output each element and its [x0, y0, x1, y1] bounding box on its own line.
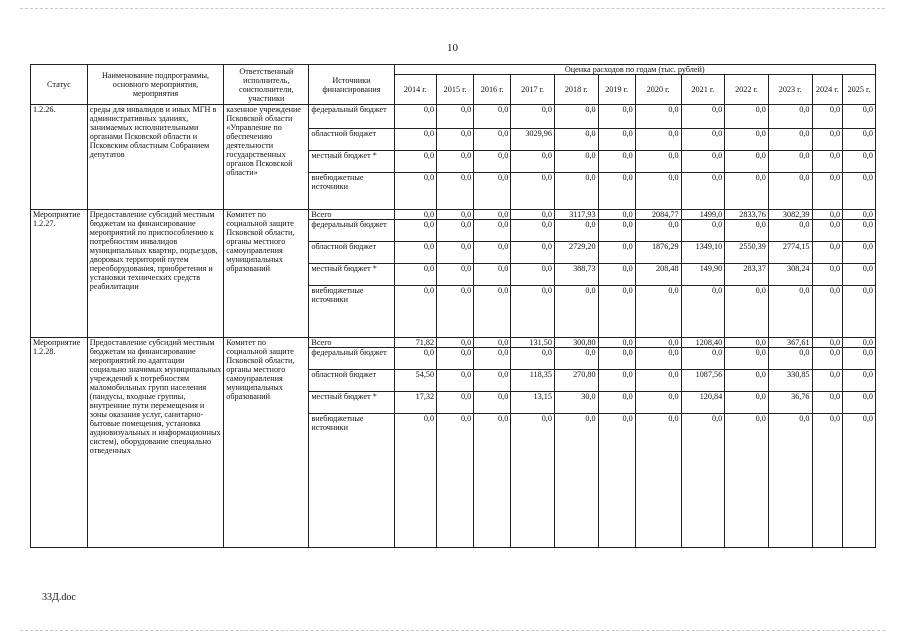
row-value: 0,0 — [474, 338, 511, 348]
row-value: 0,0 — [843, 370, 876, 392]
row-value: 0,0 — [725, 348, 769, 370]
row-value: 0,0 — [725, 151, 769, 173]
row-value: 367,61 — [768, 338, 812, 348]
header-year: 2019 г. — [598, 75, 635, 105]
row-value: 0,0 — [598, 220, 635, 242]
row-value: 0,0 — [474, 105, 511, 129]
row-value: 0,0 — [394, 129, 437, 151]
row-name: Предоставление субсидий местным бюджетам на финансирование мероприятий по приспособлению к потребностям инвалидов муниципальных квартир, подъездов, дворовых территорий путем переоборудования, приобретения и установки технических средств реабилитации — [87, 210, 223, 338]
row-value: 0,0 — [843, 242, 876, 264]
row-value: 0,0 — [635, 129, 681, 151]
row-value: 0,0 — [437, 173, 474, 210]
row-value: 0,0 — [725, 173, 769, 210]
row-value: 13,15 — [511, 392, 555, 414]
row-value: 0,0 — [635, 414, 681, 548]
row-value: 3082,39 — [768, 210, 812, 220]
row-value: 0,0 — [635, 173, 681, 210]
row-funding-source: областной бюджет — [309, 129, 394, 151]
row-value: 0,0 — [768, 151, 812, 173]
row-value: 0,0 — [474, 264, 511, 286]
row-value: 0,0 — [843, 151, 876, 173]
row-value: 0,0 — [598, 151, 635, 173]
row-value: 0,0 — [635, 105, 681, 129]
row-value: 2084,77 — [635, 210, 681, 220]
row-value: 0,0 — [598, 105, 635, 129]
row-value: 0,0 — [681, 129, 725, 151]
row-value: 0,0 — [812, 338, 843, 348]
row-value: 0,0 — [635, 151, 681, 173]
row-value: 0,0 — [554, 105, 598, 129]
row-value: 0,0 — [437, 370, 474, 392]
row-value: 0,0 — [635, 286, 681, 338]
row-executor: Комитет по социальной защите Псковской области, органы местного самоуправления муниципальных образований — [224, 338, 309, 548]
row-value: 0,0 — [437, 338, 474, 348]
row-value: 0,0 — [812, 286, 843, 338]
row-value: 0,0 — [812, 242, 843, 264]
header-estimate: Оценка расходов по годам (тыс. рублей) — [394, 65, 876, 75]
row-value: 0,0 — [474, 151, 511, 173]
row-value: 0,0 — [437, 220, 474, 242]
row-value: 0,0 — [725, 286, 769, 338]
row-value: 0,0 — [437, 151, 474, 173]
row-value: 2774,15 — [768, 242, 812, 264]
row-value: 0,0 — [394, 210, 437, 220]
row-value: 0,0 — [812, 151, 843, 173]
row-value: 0,0 — [437, 348, 474, 370]
row-value: 0,0 — [598, 210, 635, 220]
row-value: 0,0 — [812, 105, 843, 129]
row-value: 2550,39 — [725, 242, 769, 264]
row-value: 0,0 — [635, 220, 681, 242]
row-value: 0,0 — [681, 151, 725, 173]
row-value: 0,0 — [474, 392, 511, 414]
row-value: 0,0 — [843, 348, 876, 370]
row-value: 0,0 — [843, 210, 876, 220]
row-value: 0,0 — [725, 129, 769, 151]
header-source: Источники финансирования — [309, 65, 394, 105]
row-value: 0,0 — [474, 129, 511, 151]
scan-edge-top — [20, 8, 885, 9]
row-value: 0,0 — [681, 286, 725, 338]
row-funding-source: местный бюджет * — [309, 264, 394, 286]
row-executor: казенное учреждение Псковской области «Управление по обеспечению деятельности государственных органов Псковской области» — [224, 105, 309, 210]
row-value: 0,0 — [394, 414, 437, 548]
header-name: Наименование подпрограммы, основного мероприятия, мероприятия — [87, 65, 223, 105]
row-value: 0,0 — [768, 414, 812, 548]
row-value: 71,82 — [394, 338, 437, 348]
header-year: 2021 г. — [681, 75, 725, 105]
row-value: 1876,29 — [635, 242, 681, 264]
row-value: 0,0 — [394, 151, 437, 173]
row-funding-source: Всего — [309, 210, 394, 220]
row-value: 0,0 — [812, 392, 843, 414]
row-value: 0,0 — [843, 286, 876, 338]
row-value: 0,0 — [812, 210, 843, 220]
row-name: среды для инвалидов и иных МГН в административных зданиях, занимаемых исполнительными органами Псковской области и Псковским областным Собранием депутатов — [87, 105, 223, 210]
row-funding-source: местный бюджет * — [309, 392, 394, 414]
table-row — [31, 338, 876, 348]
row-value: 0,0 — [511, 414, 555, 548]
row-value: 208,48 — [635, 264, 681, 286]
row-value: 0,0 — [437, 392, 474, 414]
table-row — [31, 210, 876, 220]
header-year: 2020 г. — [635, 75, 681, 105]
row-value: 1087,56 — [681, 370, 725, 392]
row-value: 0,0 — [598, 348, 635, 370]
row-value: 308,24 — [768, 264, 812, 286]
header-year: 2025 г. — [843, 75, 876, 105]
row-funding-source: местный бюджет * — [309, 151, 394, 173]
row-value: 0,0 — [635, 338, 681, 348]
header-year: 2022 г. — [725, 75, 769, 105]
row-value: 0,0 — [394, 286, 437, 338]
row-funding-source: внебюджетные источники — [309, 286, 394, 338]
header-year: 2015 г. — [437, 75, 474, 105]
row-value: 0,0 — [768, 286, 812, 338]
row-value: 0,0 — [598, 414, 635, 548]
row-value: 30,0 — [554, 392, 598, 414]
row-value: 0,0 — [511, 173, 555, 210]
row-value: 0,0 — [474, 173, 511, 210]
row-value: 0,0 — [437, 414, 474, 548]
header-year: 2023 г. — [768, 75, 812, 105]
row-value: 0,0 — [812, 414, 843, 548]
table-row — [31, 105, 876, 129]
footer-filename: 33Д.doc — [42, 592, 76, 603]
row-value: 0,0 — [768, 220, 812, 242]
row-value: 0,0 — [474, 370, 511, 392]
row-value: 0,0 — [511, 151, 555, 173]
header-year: 2014 г. — [394, 75, 437, 105]
row-value: 17,32 — [394, 392, 437, 414]
row-funding-source: федеральный бюджет — [309, 105, 394, 129]
row-value: 0,0 — [394, 220, 437, 242]
row-value: 0,0 — [725, 338, 769, 348]
row-value: 0,0 — [437, 242, 474, 264]
row-value: 118,35 — [511, 370, 555, 392]
row-executor: Комитет по социальной защите Псковской области, органы местного самоуправления муниципальных образований — [224, 210, 309, 338]
row-funding-source: внебюджетные источники — [309, 414, 394, 548]
row-value: 0,0 — [635, 392, 681, 414]
row-value: 0,0 — [681, 414, 725, 548]
row-value: 0,0 — [554, 151, 598, 173]
row-value: 0,0 — [511, 105, 555, 129]
row-value: 0,0 — [812, 264, 843, 286]
row-value: 0,0 — [474, 348, 511, 370]
row-value: 0,0 — [554, 348, 598, 370]
row-value: 0,0 — [394, 173, 437, 210]
header-year: 2018 г. — [554, 75, 598, 105]
row-value: 270,80 — [554, 370, 598, 392]
row-value: 0,0 — [394, 242, 437, 264]
row-value: 36,76 — [768, 392, 812, 414]
row-value: 0,0 — [725, 414, 769, 548]
row-value: 0,0 — [598, 370, 635, 392]
row-value: 0,0 — [812, 129, 843, 151]
row-value: 0,0 — [843, 220, 876, 242]
row-status: Мероприятие 1.2.28. — [31, 338, 88, 548]
row-value: 0,0 — [635, 348, 681, 370]
row-value: 0,0 — [768, 173, 812, 210]
row-status: 1.2.26. — [31, 105, 88, 210]
row-value: 0,0 — [812, 173, 843, 210]
row-value: 0,0 — [725, 392, 769, 414]
row-value: 0,0 — [437, 129, 474, 151]
row-value: 0,0 — [474, 242, 511, 264]
row-value: 0,0 — [554, 129, 598, 151]
row-value: 0,0 — [474, 414, 511, 548]
row-value: 1349,10 — [681, 242, 725, 264]
row-value: 0,0 — [812, 348, 843, 370]
row-value: 0,0 — [554, 220, 598, 242]
header-year: 2024 г. — [812, 75, 843, 105]
row-value: 0,0 — [437, 210, 474, 220]
row-value: 0,0 — [681, 173, 725, 210]
row-value: 0,0 — [843, 105, 876, 129]
row-name: Предоставление субсидий местным бюджетам на финансирование мероприятий по адаптации социально значимых муниципальных учреждений к потребностям маломобильных групп населения (пандусы, входные группы, внутренние пути перемещения и зоны оказания услуг, санитарно-бытовые помещения, установка аудиовизуальных и информационных систем), оборудование специально отведенных — [87, 338, 223, 548]
row-value: 2729,20 — [554, 242, 598, 264]
expenditure-table — [30, 64, 876, 548]
row-value: 0,0 — [725, 370, 769, 392]
row-value: 0,0 — [474, 286, 511, 338]
row-value: 0,0 — [725, 105, 769, 129]
row-value: 0,0 — [843, 264, 876, 286]
row-value: 0,0 — [511, 286, 555, 338]
header-year: 2016 г. — [474, 75, 511, 105]
scan-edge-bottom — [20, 630, 885, 631]
row-value: 149,90 — [681, 264, 725, 286]
row-value: 0,0 — [843, 414, 876, 548]
row-value: 0,0 — [394, 264, 437, 286]
row-value: 0,0 — [681, 348, 725, 370]
row-value: 0,0 — [598, 392, 635, 414]
row-value: 0,0 — [843, 129, 876, 151]
row-value: 0,0 — [554, 414, 598, 548]
row-value: 0,0 — [598, 264, 635, 286]
row-value: 0,0 — [812, 370, 843, 392]
row-funding-source: Всего — [309, 338, 394, 348]
row-value: 0,0 — [598, 242, 635, 264]
row-value: 0,0 — [598, 129, 635, 151]
row-value: 0,0 — [511, 220, 555, 242]
row-value: 0,0 — [843, 392, 876, 414]
row-value: 0,0 — [681, 220, 725, 242]
row-value: 0,0 — [511, 264, 555, 286]
row-value: 0,0 — [843, 338, 876, 348]
row-value: 54,50 — [394, 370, 437, 392]
row-value: 283,37 — [725, 264, 769, 286]
row-value: 0,0 — [554, 286, 598, 338]
row-value: 0,0 — [394, 105, 437, 129]
row-funding-source: областной бюджет — [309, 242, 394, 264]
row-value: 0,0 — [768, 348, 812, 370]
row-value: 0,0 — [768, 105, 812, 129]
row-value: 0,0 — [437, 105, 474, 129]
row-value: 0,0 — [598, 286, 635, 338]
row-value: 131,50 — [511, 338, 555, 348]
row-value: 0,0 — [511, 348, 555, 370]
row-value: 0,0 — [474, 220, 511, 242]
row-funding-source: федеральный бюджет — [309, 348, 394, 370]
row-value: 330,85 — [768, 370, 812, 392]
row-value: 120,84 — [681, 392, 725, 414]
row-value: 3117,93 — [554, 210, 598, 220]
row-value: 0,0 — [598, 338, 635, 348]
header-status: Статус — [31, 65, 88, 105]
row-value: 0,0 — [635, 370, 681, 392]
row-value: 0,0 — [812, 220, 843, 242]
row-value: 0,0 — [437, 264, 474, 286]
row-value: 0,0 — [725, 220, 769, 242]
row-value: 0,0 — [437, 286, 474, 338]
row-value: 0,0 — [474, 210, 511, 220]
row-value: 0,0 — [843, 173, 876, 210]
row-value: 0,0 — [598, 173, 635, 210]
row-value: 0,0 — [511, 210, 555, 220]
row-value: 300,80 — [554, 338, 598, 348]
row-funding-source: областной бюджет — [309, 370, 394, 392]
row-value: 1499,0 — [681, 210, 725, 220]
row-value: 0,0 — [554, 173, 598, 210]
header-year: 2017 г. — [511, 75, 555, 105]
row-funding-source: федеральный бюджет — [309, 220, 394, 242]
page-number: 10 — [447, 42, 458, 54]
row-value: 2833,76 — [725, 210, 769, 220]
row-value: 3029,96 — [511, 129, 555, 151]
row-value: 0,0 — [768, 129, 812, 151]
row-value: 0,0 — [394, 348, 437, 370]
row-funding-source: внебюджетные источники — [309, 173, 394, 210]
row-value: 0,0 — [511, 242, 555, 264]
row-value: 0,0 — [681, 105, 725, 129]
row-value: 388,73 — [554, 264, 598, 286]
row-status: Мероприятие 1.2.27. — [31, 210, 88, 338]
row-value: 1208,40 — [681, 338, 725, 348]
header-executor: Ответственный исполнитель, соисполнители, участники — [224, 65, 309, 105]
